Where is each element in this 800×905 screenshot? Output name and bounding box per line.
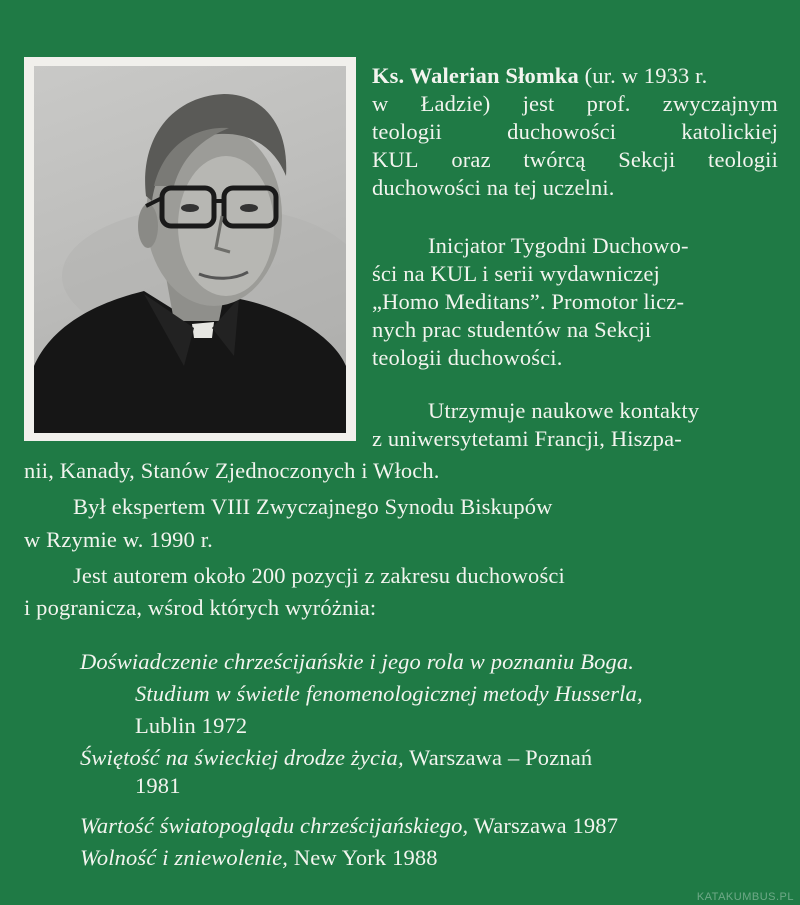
book-entry xyxy=(80,844,438,872)
bio-line: Utrzymuje naukowe kontakty xyxy=(428,398,700,423)
book-entry xyxy=(80,812,618,840)
bio-text: (ur. w 1933 r. xyxy=(578,63,708,88)
book-title: Wolność i zniewolenie, xyxy=(80,845,289,870)
book-title: Świętość na świeckiej drodze życia, xyxy=(80,745,404,770)
bio-line: z uniwersytetami Francji, Hiszpa- xyxy=(372,426,682,451)
bio-line: Jest autorem około 200 pozycji z zakresu duchowości xyxy=(73,563,565,588)
bio-line: teologii duchowości. xyxy=(372,345,563,370)
book-title: Wartość światopoglądu chrześcijańskiego, xyxy=(80,813,469,838)
book-publication: Warszawa 1987 xyxy=(473,813,619,838)
bio-line: teologii duchowości katolickiej xyxy=(372,119,778,144)
bio-line: nych prac studentów na Sekcji xyxy=(372,317,652,342)
bio-line xyxy=(372,62,778,90)
bio-line: w Rzymie w. 1990 r. xyxy=(24,527,213,552)
bio-line: w Ładzie) jest prof. zwyczajnym xyxy=(372,91,778,116)
book-entry xyxy=(135,680,643,708)
bio-line: Był ekspertem VIII Zwyczajnego Synodu Biskupów xyxy=(73,494,553,519)
portrait-image xyxy=(34,66,346,433)
book-entry xyxy=(80,744,592,772)
author-name: Ks. Walerian Słomka xyxy=(372,63,579,88)
book-entry xyxy=(80,648,634,676)
author-photo xyxy=(34,66,346,433)
bio-line: ści na KUL i serii wydawniczej xyxy=(372,261,660,286)
book-publication: Warszawa – Poznań xyxy=(409,745,593,770)
book-year: 1981 xyxy=(135,773,181,798)
bio-line: nii, Kanady, Stanów Zjednoczonych i Włoch. xyxy=(24,458,440,483)
author-photo-frame xyxy=(24,57,356,441)
book-title: Doświadczenie chrześcijańskie i jego rola w poznaniu Boga. xyxy=(80,649,635,674)
bio-line: Inicjator Tygodni Duchowo- xyxy=(428,233,689,258)
bio-line: duchowości na tej uczelni. xyxy=(372,175,615,200)
bio-line: KUL oraz twórcą Sekcji teologii xyxy=(372,147,778,172)
book-title: Studium w świetle fenomenologicznej metody Husserla, xyxy=(135,681,643,706)
bio-line: i pogranicza, wśrod których wyróżnia: xyxy=(24,595,377,620)
watermark: KATAKUMBUS.PL xyxy=(696,891,794,903)
book-publication: New York 1988 xyxy=(293,845,438,870)
book-publication: Lublin 1972 xyxy=(135,713,248,738)
bio-line: „Homo Meditans”. Promotor licz- xyxy=(372,289,685,314)
